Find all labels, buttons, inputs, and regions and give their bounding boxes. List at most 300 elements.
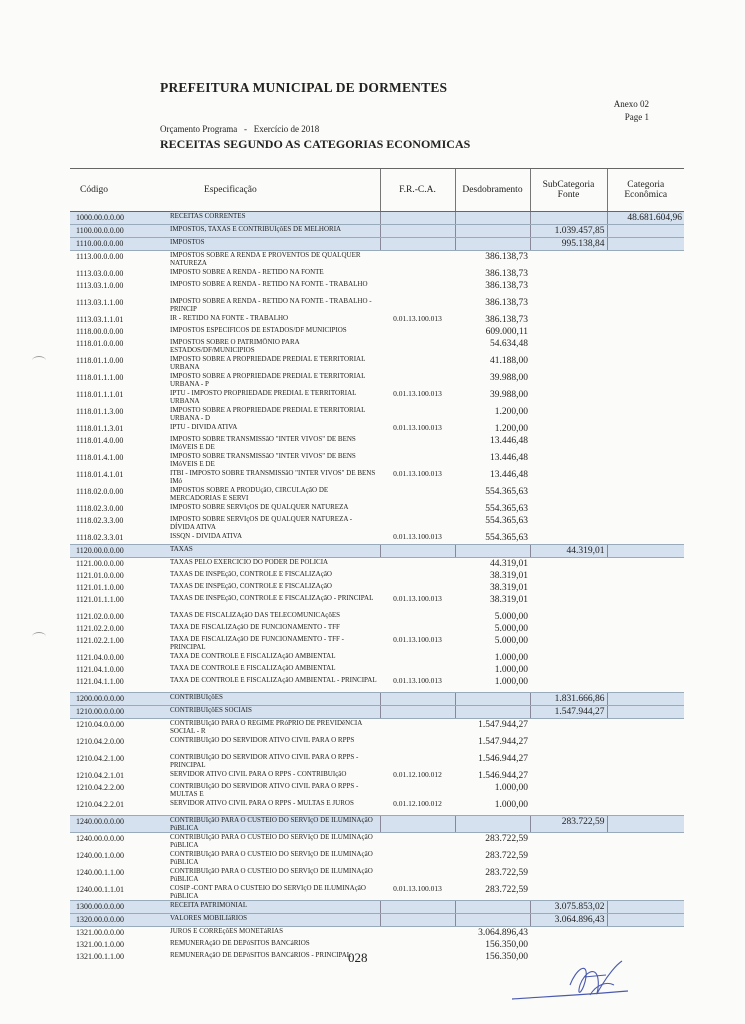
row-code: 1120.00.0.0.00	[70, 544, 168, 557]
row-specification: TAXA DE FISCALIZAçãO DE FUNCIONAMENTO - TFF - PRINCIPAL	[170, 634, 344, 651]
row-breakdown: 283.722,59	[485, 850, 528, 861]
row-breakdown: 283.722,59	[485, 884, 528, 895]
row-subcategory	[530, 435, 607, 452]
row-code: 1210.04.0.0.00	[76, 720, 124, 729]
row-category	[607, 268, 684, 280]
row-code: 1240.00.0.0.00	[70, 816, 168, 833]
row-category	[607, 570, 684, 582]
row-breakdown	[455, 212, 530, 225]
column-header-category: Categoria Econômica	[607, 169, 684, 212]
row-frca: 0.01.13.100.013	[393, 675, 442, 685]
row-category	[607, 503, 684, 515]
row-subcategory	[530, 268, 607, 280]
row-category	[607, 251, 684, 268]
row-category	[607, 515, 684, 532]
table-row	[70, 406, 684, 423]
row-category	[607, 423, 684, 435]
row-subcategory	[530, 423, 607, 435]
row-specification: CONTRIBUIçãO PARA O CUSTEIO DO SERVIçO DE ILUMINAçãO PúBLICA	[170, 866, 373, 883]
row-category	[607, 914, 684, 927]
row-frca	[380, 435, 455, 452]
row-breakdown: 386.138,73	[485, 314, 528, 325]
row-code: 1000.00.0.0.00	[70, 212, 168, 225]
row-category	[607, 736, 684, 753]
document-subtitle: RECEITAS SEGUNDO AS CATEGORIAS ECONOMICAS	[160, 137, 471, 151]
row-category	[607, 611, 684, 623]
row-specification: TAXAS DE FISCALIZAçãO DAS TELECOMUNICAçõES	[170, 610, 341, 619]
row-frca	[380, 736, 455, 753]
row-specification: IMPOSTO SOBRE A RENDA - RETIDO NA FONTE - TRABALHO - PRINCIP	[170, 296, 372, 313]
row-specification: TAXAS DE INSPEçãO, CONTROLE E FISCALIZAçãO	[170, 581, 332, 590]
table-row	[70, 611, 684, 623]
table-row-summary	[70, 544, 684, 557]
row-frca	[380, 850, 455, 867]
row-subcategory	[530, 212, 607, 225]
row-code: 1121.02.0.0.00	[76, 611, 124, 621]
row-specification: SERVIDOR ATIVO CIVIL PARA O RPPS - CONTRIBUIçãO	[170, 769, 347, 778]
row-frca	[380, 582, 455, 594]
row-breakdown: 5.000,00	[494, 623, 528, 634]
row-breakdown: 44.319,01	[490, 558, 528, 569]
row-code: 1321.00.1.1.00	[76, 952, 124, 961]
row-code: 1210.04.2.1.01	[76, 770, 124, 780]
row-subcategory: 3.064.896,43	[530, 914, 607, 927]
row-specification: JUROS E CORREçõES MONETáRIAS	[170, 927, 283, 935]
row-frca: 0.01.12.100.012	[393, 798, 442, 808]
row-breakdown: 41.188,00	[490, 355, 528, 366]
table-row	[70, 389, 684, 406]
row-subcategory: 283.722,59	[530, 816, 607, 833]
row-subcategory	[530, 833, 607, 850]
row-specification: IMPOSTO SOBRE TRANSMISSãO "INTER VIVOS" DE BENS IMóVEIS E DE	[170, 451, 356, 468]
row-frca	[380, 719, 455, 736]
row-category	[607, 297, 684, 314]
table-row	[70, 570, 684, 582]
table-row	[70, 372, 684, 389]
table-row-summary	[70, 914, 684, 927]
row-frca: 0.01.13.100.013	[393, 593, 442, 603]
row-frca	[380, 816, 455, 833]
row-specification: TAXA DE FISCALIZAçãO DE FUNCIONAMENTO - TFF	[170, 622, 340, 631]
row-category	[607, 664, 684, 676]
row-code: 1210.04.2.0.00	[76, 736, 124, 746]
row-specification: CONTRIBUIçãO PARA O CUSTEIO DO SERVIçO DE ILUMINAçãO PúBLICA	[168, 816, 380, 833]
row-breakdown: 1.200,00	[494, 406, 528, 417]
row-subcategory: 3.075.853,02	[530, 901, 607, 914]
row-subcategory	[530, 326, 607, 338]
row-frca	[380, 280, 455, 297]
row-code: 1121.04.1.0.00	[76, 664, 124, 674]
row-breakdown: 1.000,00	[494, 782, 528, 793]
row-breakdown: 386.138,73	[485, 280, 528, 291]
budget-line: Orçamento Programa - Exercício de 2018	[160, 124, 320, 134]
row-code: 1118.01.0.0.00	[76, 338, 124, 348]
table-row	[70, 423, 684, 435]
row-code: 1210.04.2.1.00	[76, 753, 124, 763]
row-specification: TAXAS DE INSPEçãO, CONTROLE E FISCALIZAçãO	[170, 569, 332, 578]
row-code: 1321.00.1.0.00	[76, 940, 124, 949]
row-category	[607, 850, 684, 867]
table-row	[70, 635, 684, 652]
row-category	[607, 652, 684, 664]
row-subcategory	[530, 452, 607, 469]
row-code: 1210.04.2.2.01	[76, 799, 124, 809]
row-subcategory	[530, 406, 607, 423]
row-specification: ITBI - IMPOSTO SOBRE TRANSMISSãO "INTER VIVOS" DE BENS IMó	[170, 468, 376, 485]
row-code: 1118.02.3.3.00	[76, 515, 124, 525]
row-subcategory	[530, 338, 607, 355]
row-breakdown	[455, 901, 530, 914]
row-breakdown: 3.064.896,43	[478, 928, 528, 938]
row-code: 1121.00.0.0.00	[76, 558, 124, 568]
row-specification: IMPOSTO SOBRE A RENDA - RETIDO NA FONTE	[170, 267, 324, 276]
row-code: 1113.03.1.1.00	[76, 297, 124, 307]
row-category	[607, 753, 684, 770]
row-specification: IMPOSTO SOBRE A PROPRIEDADE PREDIAL E TERRITORIAL URBANA - D	[170, 405, 366, 422]
row-breakdown: 554.365,63	[485, 503, 528, 514]
row-specification: IMPOSTO SOBRE TRANSMISSãO "INTER VIVOS" DE BENS IMóVEIS E DE	[170, 434, 356, 451]
row-category	[607, 314, 684, 326]
column-header-code: Código	[70, 169, 168, 212]
row-frca: 0.01.13.100.013	[393, 531, 442, 541]
table-row	[70, 884, 684, 901]
row-breakdown	[455, 706, 530, 719]
row-subcategory	[530, 623, 607, 635]
row-code: 1121.04.0.0.00	[76, 652, 124, 662]
row-specification: IMPOSTO SOBRE A PROPRIEDADE PREDIAL E TERRITORIAL URBANA	[170, 354, 366, 371]
row-code: 1118.02.3.0.00	[76, 503, 124, 513]
row-breakdown	[455, 816, 530, 833]
row-subcategory	[530, 486, 607, 503]
row-subcategory	[530, 570, 607, 582]
table-body	[70, 212, 684, 964]
table-row	[70, 486, 684, 503]
table-row	[70, 664, 684, 676]
row-frca: 0.01.13.100.013	[393, 422, 442, 432]
row-breakdown: 554.365,63	[485, 486, 528, 497]
row-code: 1118.01.1.0.00	[76, 355, 124, 365]
table-row	[70, 268, 684, 280]
row-category	[607, 486, 684, 503]
row-frca	[380, 297, 455, 314]
table-row	[70, 469, 684, 486]
row-breakdown: 13.446,48	[490, 452, 528, 463]
row-subcategory	[530, 582, 607, 594]
table-row	[70, 355, 684, 372]
row-specification: ISSQN - DIVIDA ATIVA	[170, 531, 243, 540]
row-category	[607, 355, 684, 372]
row-frca	[380, 867, 455, 884]
row-category	[607, 372, 684, 389]
row-subcategory	[530, 515, 607, 532]
row-breakdown: 13.446,48	[490, 469, 528, 480]
row-breakdown: 39.988,00	[490, 389, 528, 400]
row-specification: CONTRIBUIçõES SOCIAIS	[168, 706, 380, 719]
row-frca	[380, 623, 455, 635]
revenue-table	[70, 168, 684, 963]
row-code: 1121.02.2.1.00	[76, 635, 124, 645]
row-frca	[380, 268, 455, 280]
document-title: PREFEITURA MUNICIPAL DE DORMENTES	[160, 80, 448, 95]
table-row	[70, 753, 684, 770]
row-breakdown: 1.000,00	[494, 676, 528, 687]
row-specification: REMUNERAçãO DE DEPóSITOS BANCáRIOS	[170, 939, 310, 947]
row-category	[607, 544, 684, 557]
row-frca	[380, 503, 455, 515]
row-frca	[380, 452, 455, 469]
row-breakdown	[455, 914, 530, 927]
row-specification: CONTRIBUIçãO DO SERVIDOR ATIVO CIVIL PARA O RPPS	[170, 735, 355, 744]
row-subcategory	[530, 736, 607, 753]
row-breakdown: 1.547.944,27	[478, 720, 528, 730]
row-code: 1321.00.0.0.00	[76, 928, 124, 937]
row-breakdown	[455, 693, 530, 706]
row-category	[607, 770, 684, 782]
row-code: 1118.02.3.3.01	[76, 532, 124, 542]
row-code: 1118.01.4.1.01	[76, 469, 124, 479]
row-subcategory: 1.547.944,27	[530, 706, 607, 719]
table-row	[70, 280, 684, 297]
table-row	[70, 782, 684, 799]
row-frca	[380, 326, 455, 338]
table-row-summary	[70, 816, 684, 833]
row-frca	[380, 557, 455, 570]
row-category	[607, 406, 684, 423]
row-category	[607, 469, 684, 486]
row-frca	[380, 338, 455, 355]
row-frca	[380, 212, 455, 225]
table-row	[70, 927, 684, 940]
row-breakdown: 283.722,59	[485, 867, 528, 878]
row-code: 1118.02.0.0.00	[76, 486, 124, 496]
table-row	[70, 652, 684, 664]
row-specification: IMPOSTOS	[168, 238, 380, 251]
row-code: 1113.00.0.0.00	[76, 252, 124, 261]
row-frca: 0.01.13.100.013	[393, 468, 442, 478]
row-subcategory	[530, 469, 607, 486]
row-category	[607, 582, 684, 594]
signature-mark	[510, 955, 650, 1015]
row-specification: IMPOSTOS, TAXAS E CONTRIBUIçõES DE MELHORIA	[168, 225, 380, 238]
table-row-summary	[70, 238, 684, 251]
row-category	[607, 816, 684, 833]
row-breakdown: 1.546.944,27	[478, 753, 528, 764]
column-header-breakdown: Desdobramento	[455, 169, 530, 212]
row-breakdown	[455, 544, 530, 557]
row-code: 1118.01.4.1.00	[76, 452, 124, 462]
row-subcategory	[530, 372, 607, 389]
row-frca	[380, 570, 455, 582]
row-frca	[380, 706, 455, 719]
row-category	[607, 782, 684, 799]
table-row-summary	[70, 693, 684, 706]
row-breakdown: 386.138,73	[485, 297, 528, 308]
annex-info	[614, 98, 649, 124]
row-breakdown: 609.000,11	[485, 326, 528, 337]
row-frca	[380, 611, 455, 623]
row-specification: RECEITAS CORRENTES	[168, 212, 380, 225]
row-subcategory	[530, 927, 607, 940]
row-specification: CONTRIBUIçãO DO SERVIDOR ATIVO CIVIL PARA O RPPS - MULTAS E	[170, 781, 359, 798]
row-subcategory: 1.039.457,85	[530, 225, 607, 238]
row-code: 1121.04.1.1.00	[76, 676, 124, 686]
table-row	[70, 939, 684, 951]
table-row	[70, 435, 684, 452]
row-subcategory	[530, 664, 607, 676]
row-breakdown: 1.200,00	[494, 423, 528, 434]
table-row	[70, 297, 684, 314]
row-code: 1121.01.1.1.00	[76, 594, 124, 604]
row-breakdown: 13.446,48	[490, 435, 528, 446]
row-code: 1118.01.1.3.00	[76, 406, 124, 416]
row-subcategory	[530, 503, 607, 515]
row-breakdown: 554.365,63	[485, 532, 528, 543]
row-category	[607, 719, 684, 736]
row-subcategory	[530, 251, 607, 268]
table-row	[70, 338, 684, 355]
row-category	[607, 389, 684, 406]
row-subcategory	[530, 532, 607, 545]
row-frca	[380, 951, 455, 963]
row-category	[607, 901, 684, 914]
row-category	[607, 884, 684, 901]
row-specification: VALORES MOBILIáRIOS	[168, 914, 380, 927]
row-code: 1210.04.2.2.00	[76, 782, 124, 792]
row-specification: IMPOSTOS ESPECIFICOS DE ESTADOS/DF MUNICIPIOS	[170, 325, 347, 334]
page-label: Page 1	[624, 112, 649, 122]
row-code: 1240.00.0.0.00	[76, 834, 124, 843]
table-row-summary	[70, 225, 684, 238]
row-code: 1200.00.0.0.00	[70, 693, 168, 706]
row-frca	[380, 914, 455, 927]
row-subcategory	[530, 719, 607, 736]
row-subcategory	[530, 280, 607, 297]
row-code: 1118.01.1.1.01	[76, 389, 124, 399]
table-row	[70, 623, 684, 635]
row-frca	[380, 901, 455, 914]
punch-hole-mark	[32, 632, 46, 641]
row-subcategory	[530, 314, 607, 326]
row-subcategory	[530, 557, 607, 570]
row-subcategory: 995.138,84	[530, 238, 607, 251]
table-row	[70, 251, 684, 268]
row-frca	[380, 406, 455, 423]
row-category	[607, 939, 684, 951]
row-subcategory	[530, 635, 607, 652]
row-code: 1113.03.1.0.00	[76, 280, 124, 290]
row-breakdown	[455, 238, 530, 251]
row-specification: IMPOSTO SOBRE SERVIçOS DE QUALQUER NATUREZA - DÍVIDA ATIVA	[170, 514, 353, 531]
column-header-subcategory: SubCategoria Fonte	[530, 169, 607, 212]
row-frca	[380, 486, 455, 503]
row-breakdown: 386.138,73	[485, 268, 528, 279]
row-category	[607, 338, 684, 355]
page-number: 028	[348, 950, 368, 965]
row-category	[607, 557, 684, 570]
row-specification: IMPOSTOS SOBRE A RENDA E PROVENTOS DE QUALQUER NATUREZA	[170, 251, 361, 267]
row-specification: TAXA DE CONTROLE E FISCALIZAçãO AMBIENTAL	[170, 663, 336, 672]
row-subcategory	[530, 850, 607, 867]
table-row	[70, 850, 684, 867]
row-breakdown: 386.138,73	[485, 252, 528, 262]
row-specification: IMPOSTOS SOBRE O PATRIMÔNIO PARA ESTADOS/DF/MUNICIPIOS	[170, 337, 300, 354]
row-specification: COSIP -CONT PARA O CUSTEIO DO SERVIçO DE ILUMINAçãO PúBLICA	[170, 883, 366, 900]
row-specification: TAXA DE CONTROLE E FISCALIZAçãO AMBIENTAL - PRINCIPAL	[170, 675, 377, 684]
row-breakdown: 156.350,00	[485, 952, 528, 962]
row-category	[607, 867, 684, 884]
row-category	[607, 532, 684, 545]
table-row	[70, 867, 684, 884]
row-code: 1210.00.0.0.00	[70, 706, 168, 719]
row-code: 1118.00.0.0.00	[76, 326, 124, 336]
table-row-summary	[70, 706, 684, 719]
row-code: 1121.01.1.0.00	[76, 582, 124, 592]
table-row	[70, 515, 684, 532]
row-subcategory	[530, 652, 607, 664]
row-code: 1100.00.0.0.00	[70, 225, 168, 238]
row-breakdown: 38.319,01	[490, 594, 528, 605]
row-specification: TAXAS	[168, 544, 380, 557]
row-specification: CONTRIBUIçãO PARA O REGIME PRóPRIO DE PREVIDêNCIA SOCIAL - R	[170, 719, 362, 735]
row-frca	[380, 833, 455, 850]
row-code: 1118.01.4.0.00	[76, 435, 124, 445]
row-subcategory	[530, 611, 607, 623]
row-subcategory	[530, 939, 607, 951]
table-row	[70, 799, 684, 816]
row-specification: TAXA DE CONTROLE E FISCALIZAçãO AMBIENTAL	[170, 651, 336, 660]
row-frca	[380, 355, 455, 372]
row-breakdown: 156.350,00	[485, 940, 528, 950]
row-category	[607, 693, 684, 706]
table-row	[70, 770, 684, 782]
row-code: 1110.00.0.0.00	[70, 238, 168, 251]
row-frca	[380, 939, 455, 951]
row-frca	[380, 238, 455, 251]
row-frca: 0.01.13.100.013	[393, 313, 442, 323]
row-category	[607, 435, 684, 452]
row-specification: CONTRIBUIçãO PARA O CUSTEIO DO SERVIçO DE ILUMINAçãO PúBLICA	[170, 833, 373, 849]
row-breakdown: 5.000,00	[494, 635, 528, 646]
row-category	[607, 635, 684, 652]
table-row-summary	[70, 901, 684, 914]
row-code: 1113.03.0.0.00	[76, 268, 124, 278]
row-subcategory: 1.831.666,86	[530, 693, 607, 706]
table-row	[70, 326, 684, 338]
column-header-specification: Especificação	[168, 169, 380, 212]
row-specification: IPTU - DIVIDA ATIVA	[170, 422, 238, 431]
table-row	[70, 719, 684, 736]
row-code: 1240.00.1.1.00	[76, 867, 124, 877]
row-category	[607, 623, 684, 635]
table-row	[70, 594, 684, 611]
row-category	[607, 927, 684, 940]
row-specification: IR - RETIDO NA FONTE - TRABALHO	[170, 313, 289, 322]
row-breakdown: 38.319,01	[490, 582, 528, 593]
row-code: 1121.01.0.0.00	[76, 570, 124, 580]
row-frca: 0.01.13.100.013	[393, 388, 442, 398]
row-subcategory	[530, 594, 607, 611]
row-breakdown: 5.000,00	[494, 611, 528, 622]
row-frca	[380, 782, 455, 799]
row-category	[607, 225, 684, 238]
row-frca	[380, 372, 455, 389]
row-frca	[380, 544, 455, 557]
row-subcategory: 44.319,01	[530, 544, 607, 557]
row-category	[607, 238, 684, 251]
row-specification: CONTRIBUIçãO DO SERVIDOR ATIVO CIVIL PARA O RPPS - PRINCIPAL	[170, 752, 359, 769]
row-frca	[380, 225, 455, 238]
row-subcategory	[530, 770, 607, 782]
